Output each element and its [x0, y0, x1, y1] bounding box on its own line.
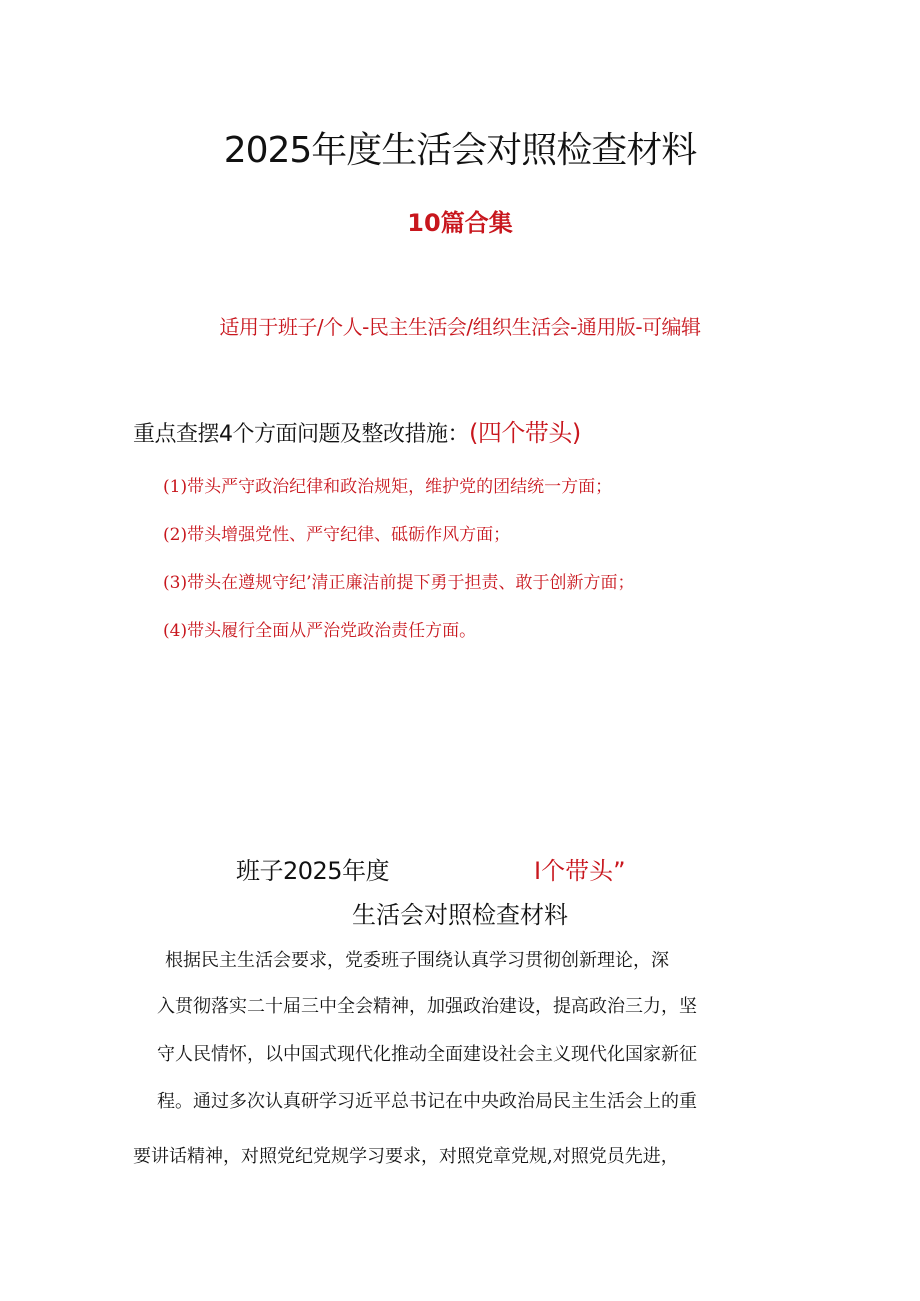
focus-point: (4)带头履行全面从严治党政治责任方面。	[163, 621, 477, 641]
section-title-right: I个带头”	[534, 857, 626, 885]
focus-heading	[133, 413, 581, 448]
focus-highlight: (四个带头)	[469, 419, 581, 447]
body-paragraph-line: 守人民情怀，以中国式现代化推动全面建设社会主义现代化国家新征	[157, 1044, 697, 1065]
focus-point: (2)带头增强党性、严守纪律、砥砺作风方面；	[163, 525, 511, 545]
body-paragraph-line: 程。通过多次认真研学习近平总书记在中央政治局民主生活会上的重	[157, 1091, 697, 1112]
focus-point: (1)带头严守政治纪律和政治规矩，维护党的团结统一方面；	[163, 477, 613, 497]
document-subtitle: 10篇合集	[407, 209, 513, 237]
section-title-line2: 生活会对照检查材料	[352, 901, 568, 929]
document-title: 2025年度生活会对照检查材料	[223, 130, 697, 171]
focus-point: (3)带头在遵规守纪’清正廉洁前提下勇于担责、敢于创新方面；	[163, 573, 635, 593]
body-paragraph-line: 入贯彻落实二十届三中全会精神，加强政治建设，提高政治三力，坚	[157, 996, 697, 1017]
focus-label: 重点查摆4个方面问题及整改措施：	[133, 422, 469, 447]
usage-note: 适用于班子/个人-民主生活会/组织生活会-通用版-可编辑	[219, 315, 701, 339]
body-paragraph-line: 要讲话精神，对照党纪党规学习要求，对照党章党规,对照党员先进，	[133, 1146, 679, 1167]
body-paragraph-line: 根据民主生活会要求，党委班子围绕认真学习贯彻创新理论，深	[165, 950, 669, 971]
section-title-left: 班子2025年度	[236, 857, 390, 885]
